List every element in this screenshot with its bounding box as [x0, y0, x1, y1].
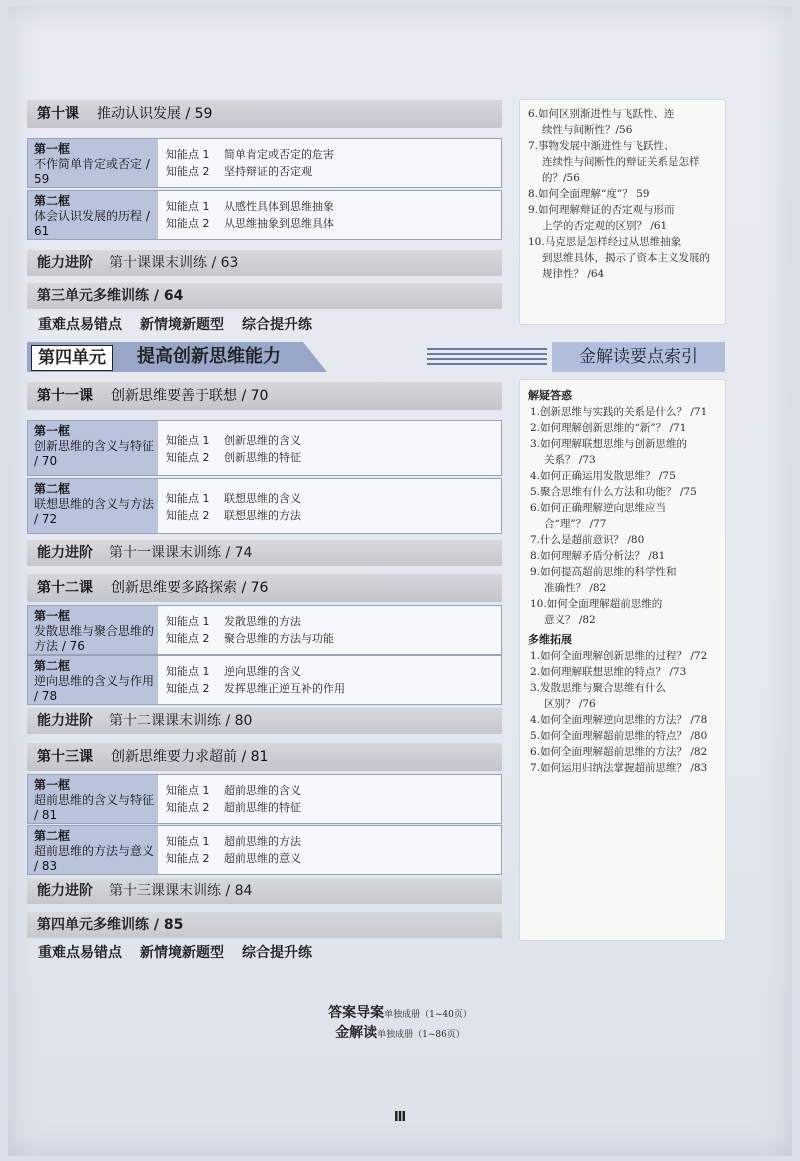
training-label: 能力进阶 [37, 713, 93, 729]
unit-3-training [27, 283, 502, 309]
point-text: 逆向思维的含义 [224, 665, 301, 678]
point-label: 知能点 2 [166, 632, 210, 645]
unit-training-text: 第四单元多维训练 / 85 [37, 917, 184, 933]
lesson-number: 第十二课 [37, 580, 93, 596]
point-text: 联想思维的含义 [224, 492, 301, 505]
index-title: 金解读要点索引 [552, 342, 725, 372]
lesson-11-header [27, 382, 502, 410]
index-item: 7.什么是超前意识？ /80 [530, 534, 645, 546]
index-item: 7.如何运用归纳法掌握超前思维？ /83 [530, 762, 708, 774]
point-label: 知能点 1 [166, 665, 210, 678]
lesson-12-header [27, 574, 502, 602]
lesson-10-frame-1 [27, 138, 502, 188]
footer-answer-sub: 单独成册（1~40页） [384, 1010, 472, 1020]
lesson-11-frame-2 [27, 478, 502, 534]
frame-label [28, 656, 158, 704]
frame-number: 第二框 [34, 482, 71, 496]
point-text: 超前思维的特征 [224, 801, 301, 814]
footer-answer [0, 1002, 800, 1022]
lesson-11-frame-1 [27, 420, 502, 476]
point-label: 知能点 1 [166, 615, 210, 628]
index-item: 2.如何理解联想思维的特点？ /73 [530, 666, 687, 678]
lesson-title: 创新思维要力求超前 / 81 [111, 749, 269, 765]
section-heading: 多维拓展 [528, 633, 572, 646]
point-label: 知能点 1 [166, 434, 210, 447]
footer-jin [0, 1022, 800, 1042]
frame-number: 第一框 [34, 142, 71, 156]
lesson-12-training [27, 708, 502, 734]
index-item: 1.如何全面理解创新思维的过程？ /72 [530, 650, 708, 662]
knowledge-points [166, 782, 301, 816]
training-text: 第十三课课末训练 / 84 [109, 883, 253, 899]
frame-number: 第一框 [34, 778, 71, 792]
frame-label [28, 421, 158, 475]
frame-title: 超前思维的方法与意义 / 83 [34, 844, 155, 873]
index-item: 3.如何理解联想思维与创新思维的 关系？ /73 [530, 438, 688, 466]
point-text: 简单肯定或否定的危害 [224, 148, 334, 161]
point-text: 超前思维的意义 [224, 852, 301, 865]
index-item: 1.创新思维与实践的关系是什么？ /71 [530, 406, 708, 418]
point-label: 知能点 1 [166, 492, 210, 505]
training-label: 能力进阶 [37, 545, 93, 561]
frame-number: 第二框 [34, 194, 71, 208]
index-item: 10.马克思是怎样经过从思维抽象 到思维具体，揭示了资本主义发展的规律性？ /64 [528, 236, 710, 280]
frame-title: 联想思维的含义与方法 / 72 [34, 497, 155, 526]
point-label: 知能点 2 [166, 801, 210, 814]
unit-number: 第四单元 [31, 345, 113, 371]
index-item: 5.如何全面理解超前思维的特点？ /80 [530, 730, 708, 742]
section-heading: 解疑答惑 [528, 389, 572, 402]
frame-number: 第二框 [34, 829, 71, 843]
index-item: 7.事物发展中渐进性与飞跃性、 连续性与间断性的辩证关系是怎样的？/56 [528, 140, 700, 184]
lesson-10-training [27, 250, 502, 276]
frame-number: 第一框 [34, 424, 71, 438]
knowledge-points [166, 613, 334, 647]
point-label: 知能点 2 [166, 509, 210, 522]
lesson-12-frame-2 [27, 655, 502, 705]
knowledge-points [166, 490, 301, 524]
point-text: 从思维抽象到思维具体 [224, 217, 334, 230]
lesson-11-training [27, 540, 502, 566]
index-item: 2.如何理解创新思维的“新”？ /71 [530, 422, 687, 434]
point-text: 坚持辩证的否定观 [224, 165, 312, 178]
lesson-13-frame-1 [27, 774, 502, 824]
point-label: 知能点 2 [166, 217, 210, 230]
frame-title: 体会认识发展的历程 / 61 [34, 209, 150, 238]
frame-label [28, 139, 158, 187]
unit-4-banner [27, 342, 725, 372]
unit-3-categories [38, 314, 330, 334]
index-item: 10.如何全面理解超前思维的 意义？ /82 [530, 598, 663, 626]
frame-title: 不作简单肯定或否定 / 59 [34, 157, 150, 186]
point-text: 联想思维的方法 [224, 509, 301, 522]
unit-training-text: 第三单元多维训练 / 64 [37, 288, 184, 304]
category-item: 综合提升练 [242, 317, 312, 333]
unit-4-training [27, 912, 502, 938]
lesson-13-header [27, 743, 502, 771]
category-item: 新情境新题型 [140, 945, 224, 961]
point-text: 聚合思维的方法与功能 [224, 632, 334, 645]
index-item: 3.发散思维与聚合思维有什么 区别？ /76 [530, 682, 667, 710]
lesson-13-training [27, 878, 502, 904]
point-text: 超前思维的方法 [224, 835, 301, 848]
point-label: 知能点 2 [166, 165, 210, 178]
point-label: 知能点 2 [166, 682, 210, 695]
frame-title: 创新思维的含义与特征 / 70 [34, 439, 155, 468]
page-number: Ⅲ [393, 1110, 407, 1125]
category-item: 综合提升练 [242, 945, 312, 961]
index-item: 8.如何全面理解“度”？ 59 [528, 188, 650, 200]
index-box-top [520, 100, 725, 324]
point-text: 创新思维的含义 [224, 434, 301, 447]
frame-label [28, 606, 158, 654]
category-item: 重难点易错点 [38, 317, 122, 333]
index-item: 6.如何区别渐进性与飞跃性、连 续性与间断性？/56 [528, 108, 675, 136]
knowledge-points [166, 198, 334, 232]
frame-number: 第一框 [34, 609, 71, 623]
frame-label [28, 479, 158, 533]
point-label: 知能点 1 [166, 835, 210, 848]
knowledge-points [166, 146, 334, 180]
lesson-title: 创新思维要善于联想 / 70 [111, 388, 269, 404]
footer-answer-main: 答案导案 [328, 1005, 385, 1021]
frame-title: 逆向思维的含义与作用 / 78 [34, 674, 155, 703]
training-text: 第十一课课末训练 / 74 [109, 545, 253, 561]
training-label: 能力进阶 [37, 883, 93, 899]
index-item: 4.如何正确运用发散思维？ /75 [530, 470, 676, 482]
lesson-number: 第十三课 [37, 749, 93, 765]
footer-jin-main: 金解读 [335, 1025, 378, 1041]
training-text: 第十课课末训练 / 63 [109, 255, 239, 271]
frame-title: 发散思维与聚合思维的方法 / 76 [34, 624, 155, 653]
point-text: 从感性具体到思维抽象 [224, 200, 334, 213]
point-text: 创新思维的特征 [224, 451, 301, 464]
lesson-13-frame-2 [27, 825, 502, 875]
point-text: 发散思维的方法 [224, 615, 301, 628]
footer-jin-sub: 单独成册（1~86页） [377, 1030, 465, 1040]
point-text: 超前思维的含义 [224, 784, 301, 797]
index-item: 9.如何理解辩证的否定观与形而 上学的否定观的区别？ /61 [528, 204, 675, 232]
point-label: 知能点 1 [166, 784, 210, 797]
frame-label [28, 191, 158, 239]
unit-4-categories [38, 942, 330, 962]
index-item: 5.聚合思维有什么方法和功能？ /75 [530, 486, 697, 498]
category-item: 新情境新题型 [140, 317, 224, 333]
lesson-12-frame-1 [27, 605, 502, 655]
index-item: 6.如何全面理解超前思维的方法？ /82 [530, 746, 708, 758]
index-item: 4.如何全面理解逆向思维的方法？ /78 [530, 714, 708, 726]
unit-title: 提高创新思维能力 [137, 346, 281, 367]
lesson-number: 第十课 [37, 106, 79, 122]
point-text: 发挥思维正逆互补的作用 [224, 682, 345, 695]
frame-label [28, 826, 158, 874]
knowledge-points [166, 432, 301, 466]
lesson-10-header [27, 100, 502, 128]
lesson-number: 第十一课 [37, 388, 93, 404]
point-label: 知能点 1 [166, 148, 210, 161]
frame-label [28, 775, 158, 823]
category-item: 重难点易错点 [38, 945, 122, 961]
decorative-stripes [427, 348, 547, 366]
index-item: 8.如何理解矛盾分析法？ /81 [530, 550, 666, 562]
lesson-title: 创新思维要多路探索 / 76 [111, 580, 269, 596]
lesson-10-frame-2 [27, 190, 502, 240]
frame-title: 超前思维的含义与特征 / 81 [34, 793, 155, 822]
point-label: 知能点 2 [166, 451, 210, 464]
knowledge-points [166, 663, 345, 697]
point-label: 知能点 2 [166, 852, 210, 865]
index-box-unit4 [520, 380, 725, 940]
index-item: 9.如何提高超前思维的科学性和 准确性？ /82 [530, 566, 677, 594]
training-label: 能力进阶 [37, 255, 93, 271]
knowledge-points [166, 833, 301, 867]
frame-number: 第二框 [34, 659, 71, 673]
training-text: 第十二课课末训练 / 80 [109, 713, 253, 729]
point-label: 知能点 1 [166, 200, 210, 213]
index-item: 6.如何正确理解逆向思维应当 合“理”？ /77 [530, 502, 667, 530]
lesson-title: 推动认识发展 / 59 [97, 106, 213, 122]
